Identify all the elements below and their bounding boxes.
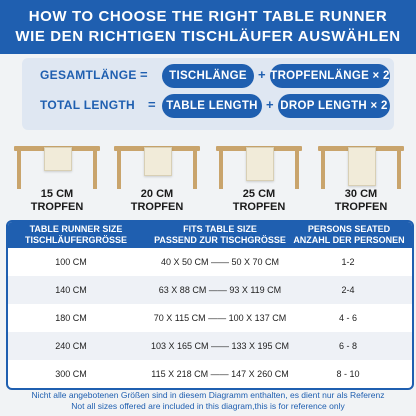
table-leg-icon: [93, 151, 97, 189]
formula-row-german: [22, 64, 394, 88]
persons-cell: 1-2: [341, 257, 355, 267]
column-header-runner-size: TABLE RUNNER SIZE TISCHLÄUFERGRÖSSE: [24, 224, 127, 245]
drop-label: 25 CM TROPFEN: [232, 188, 286, 213]
equals-sign: =: [140, 67, 148, 82]
header-banner: [0, 0, 416, 54]
footnote-english: Not all sizes offered are included in this diagram,this is for reference only: [71, 401, 345, 411]
table-row: [8, 276, 412, 304]
runner-size-cell: 240 CM: [55, 341, 87, 351]
persons-cell: 6 - 8: [338, 341, 357, 351]
formula-label: TOTAL LENGTH: [40, 98, 135, 112]
table-leg-icon: [193, 151, 197, 189]
title-english: HOW TO CHOOSE THE RIGHT TABLE RUNNER: [28, 8, 388, 25]
persons-cell: 2-4: [341, 285, 355, 295]
fits-table-cell: 115 X 218 CM —— 147 X 260 CM: [151, 369, 289, 379]
drop-length-pill: TROPFENLÄNGE × 2: [270, 64, 390, 88]
drop-illustrations: [0, 138, 416, 220]
footnote: [0, 390, 416, 412]
runner-size-cell: 140 CM: [55, 285, 87, 295]
table-leg-icon: [117, 151, 121, 189]
table-row: [8, 304, 412, 332]
table-row: [8, 332, 412, 360]
runner-drop-icon: [44, 147, 72, 171]
drop-length-pill: DROP LENGTH × 2: [278, 94, 390, 118]
formula-box: [22, 58, 394, 130]
fits-table-cell: 70 X 115 CM —— 100 X 137 CM: [153, 313, 287, 323]
persons-cell: 8 - 10: [336, 369, 360, 379]
plus-sign: +: [266, 97, 274, 112]
table-length-pill: TABLE LENGTH: [162, 94, 262, 118]
column-header-persons: PERSONS SEATED ANZAHL DER PERSONEN: [293, 224, 405, 245]
fits-table-cell: 103 X 165 CM —— 133 X 195 CM: [150, 341, 290, 351]
formula-row-english: [22, 94, 394, 118]
runner-size-cell: 180 CM: [55, 313, 87, 323]
persons-cell: 4 - 6: [338, 313, 357, 323]
table-header: [8, 222, 412, 248]
fits-table-cell: 63 X 88 CM —— 93 X 119 CM: [158, 285, 282, 295]
table-leg-icon: [219, 151, 223, 189]
runner-size-cell: 300 CM: [55, 369, 87, 379]
footnote-german: Nicht alle angebotenen Größen sind in diesem Diagramm enthalten, es dient nur als Referenz: [31, 390, 385, 400]
formula-label: GESAMTLÄNGE: [40, 68, 137, 82]
drop-label: 30 CM TROPFEN: [334, 188, 388, 213]
size-table: [6, 220, 414, 390]
plus-sign: +: [258, 67, 266, 82]
drop-label: 15 CM TROPFEN: [30, 188, 84, 213]
table-length-pill: TISCHLÄNGE: [162, 64, 254, 88]
table-leg-icon: [17, 151, 21, 189]
column-header-fits-table: FITS TABLE SIZE PASSEND ZUR TISCHGRÖSSE: [154, 224, 286, 245]
table-row: [8, 248, 412, 276]
table-leg-icon: [321, 151, 325, 189]
drop-illustration: [216, 138, 302, 220]
drop-label: 20 CM TROPFEN: [130, 188, 184, 213]
equals-sign: =: [148, 97, 156, 112]
table-leg-icon: [397, 151, 401, 189]
drop-illustration: [318, 138, 404, 220]
title-german: WIE DEN RICHTIGEN TISCHLÄUFER AUSWÄHLEN: [15, 28, 401, 45]
runner-size-cell: 100 CM: [55, 257, 87, 267]
drop-illustration: [14, 138, 100, 220]
table-row: [8, 360, 412, 388]
runner-drop-icon: [246, 147, 274, 181]
runner-drop-icon: [348, 147, 376, 186]
drop-illustration: [114, 138, 200, 220]
fits-table-cell: 40 X 50 CM —— 50 X 70 CM: [160, 257, 280, 267]
runner-drop-icon: [144, 147, 172, 176]
table-leg-icon: [295, 151, 299, 189]
